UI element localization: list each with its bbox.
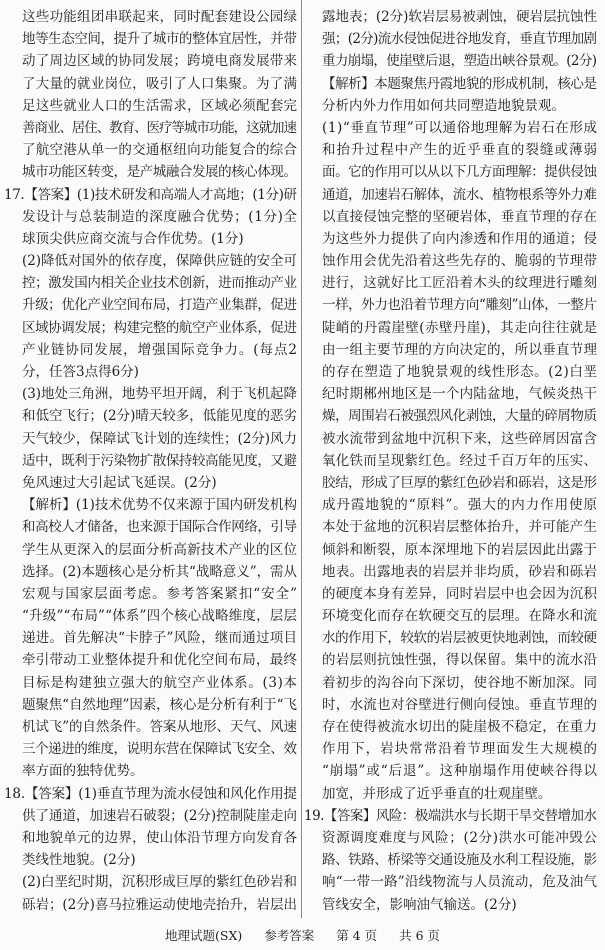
text-line: 分析内外力作用如何共同塑造地貌景观。	[322, 97, 565, 114]
text-line: (2)白垩纪时期，沉积形成巨厚的紫红色砂岩和	[22, 874, 297, 891]
text-line: 胶结，形成了巨厚的紫红色砂岩和砾岩，这是形	[322, 474, 597, 491]
text-line: 本处于盆地的沉积岩层整体抬升，并可能产生	[322, 519, 598, 536]
text-line: 善商业、居住、教育、医疗等城市功能，这就加速	[22, 119, 296, 136]
text-line: 【解析】本题聚焦丹霞地貌的形成机制，核心是	[322, 75, 597, 92]
text-line: 供了通道，加速岩石破裂；(2分)控制陡崖走向	[22, 807, 297, 824]
text-line: 蚀作用会优先沿着这些先存的、脆弱的节理带	[322, 253, 598, 270]
page-footer	[0, 926, 605, 946]
q18-answer-part-1	[4, 783, 298, 872]
text-line: 环境变化而存在软硬交互的层理。在降水和流	[322, 608, 598, 625]
text-line: 产业链协同发展，增强国际竞争力。(每点2	[22, 341, 298, 358]
text-line: 城市功能区转变，是产城融合发展的核心体现。	[22, 164, 297, 181]
text-line: 和地貌单元的边界，使山体沿节理方向发育各	[22, 829, 298, 846]
left-column	[4, 6, 298, 916]
text-line: (2)降低对国外的依存度，保障供应链的安全可	[22, 253, 297, 270]
text-line: 通道，加速岩石解体，流水、植物根系等外力难	[322, 186, 597, 203]
q17-answer-part-3	[22, 383, 298, 494]
text-line: 路、铁路、桥梁等交通设施及水利工程设施，影	[322, 852, 597, 869]
text-line: 和高校人才储备，也来源于国际合作网络，引导	[22, 519, 297, 536]
text-line: 区域协调发展；构建完整的航空产业体系，促进	[22, 319, 297, 336]
text-line: 和抬升过程中产生的近乎垂直的裂缝或薄弱	[322, 142, 598, 159]
text-line: 动了周边区域的协同发展；跨境电商发展带来	[22, 53, 298, 70]
text-line: 的硬度本身有差异，同时岩层中也会因为沉积	[322, 585, 598, 602]
q18-answer-part-2-end	[322, 6, 598, 73]
text-line: 由一组主要节理的方向决定的，所以垂直节理	[322, 341, 598, 358]
text-line: 一样，外力也沿着节理方向“雕刻”山体，一整片	[322, 297, 597, 314]
text-line: 选择。(2)本题核心是分析其“战略意义”，需从	[22, 563, 297, 580]
text-line: 的岩层则抗蚀性强，得以保留。集中的流水沿	[322, 652, 598, 669]
footer-page-total: 共 6 页	[399, 928, 440, 943]
text-line: 加宽，并形成了近乎垂直的壮观崖壁。	[322, 785, 552, 802]
text-line: 燥，周围岩石被强烈风化剥蚀，大量的碎屑物质	[322, 408, 597, 425]
q19-answer	[304, 805, 598, 916]
text-line: 了航空港从单一的交通枢纽向功能复合的综合	[22, 142, 298, 159]
text-line: 时，水流也对谷壁进行侧向侵蚀。垂直节理的	[322, 696, 598, 713]
text-line: 【解析】(1)技术优势不仅来源于国内研发机构	[22, 497, 297, 514]
text-line: 着初步的沟谷向下深切，使谷地不断加深。同	[322, 674, 598, 691]
question-19-heading-line: 19.【答案】风险：极端洪水与长期干旱交替增加水	[304, 807, 597, 824]
text-line: “崩塌”或“后退”。这种崩塌作用使峡谷得以	[322, 763, 598, 780]
q17-answer-part-2	[22, 250, 298, 383]
question-18-heading-line: 18.【答案】(1)垂直节理为流水侵蚀和风化作用提	[4, 785, 297, 802]
text-line: 的存在塑造了地貌景观的线性形态。(2)白垩	[322, 364, 598, 380]
text-line: 面。它的作用可以从以下几方面理解：提供侵蚀	[322, 164, 597, 181]
text-line: 氧化铁而呈现紫红色。经过千百万年的压实、	[322, 452, 598, 469]
text-line: “升级”“布局”“体系”四个核心战略维度，层层	[22, 608, 298, 625]
text-line: 以直接侵蚀完整的坚硬岩体，垂直节理的存在	[322, 208, 598, 225]
text-line: 进行，这就好比工匠沿着木头的纹理进行雕刻	[322, 275, 598, 292]
text-line: 宏观与国家层面考虑。参考答案紧扣“安全”	[22, 585, 298, 602]
text-line: (1)“垂直节理”可以通俗地理解为岩石在形成	[322, 119, 598, 136]
text-line: 机试飞”的自然条件。答案从地形、天气、风速	[22, 719, 297, 735]
text-line: 重力崩塌，使崖壁后退，塑造出峡谷景观。(2分)	[322, 53, 597, 70]
text-line: 地表。出露地表的岩层并非均质，砂岩和砾岩	[322, 563, 598, 580]
text-line: 分，任答3点得6分)	[22, 364, 139, 380]
text-line: 纪时期郴州地区是一个内陆盆地，气候炎热干	[322, 386, 598, 403]
text-line: 了大量的就业岗位，吸引了人口集聚。为了满	[22, 75, 298, 92]
text-line: 地等生态空间，提升了城市的整体宜居性，并带	[22, 31, 297, 48]
text-line: 率方面的独特优势。	[22, 763, 144, 780]
text-line: 足这些就业人口的生活需求，区域必须配套完	[22, 97, 298, 114]
footer-section: 参考答案	[264, 928, 315, 943]
text-line: 三个递进的维度，说明东营在保障试飞安全、效	[22, 741, 297, 758]
text-line: 响“一带一路”沿线物流与人员流动，危及油气	[322, 874, 598, 891]
text-line: 露地表；(2分)软岩层易被剥蚀，硬岩层抗蚀性	[322, 9, 597, 25]
text-line: 球顶尖供应商交流与合作优势。(1分)	[22, 230, 244, 247]
footer-page-number: 第 4 页	[336, 928, 378, 943]
text-line: 为这些外力提供了向内渗透和作用的通道；侵	[322, 230, 598, 247]
text-line: 学生从更深入的层面分析高新技术产业的区位	[22, 541, 298, 558]
q18-analysis-body	[322, 117, 598, 805]
text-line: 发设计与总装制造的深度融合优势；(1分)全	[22, 208, 298, 225]
text-line: 作用下，岩块常常沿着节理面发生大规模的	[322, 741, 598, 758]
text-line: 适中，既利于污染物扩散保持较高能见度，又避	[22, 452, 297, 469]
text-line: 题聚焦“自然地理”因素，核心是分析有利于“飞	[22, 696, 297, 713]
text-line: 成丹霞地貌的“原料”。强大的内力作用使原	[322, 497, 598, 514]
q18-analysis-intro	[322, 73, 598, 117]
text-line: 资源调度难度与风险；(2分)洪水可能冲毁公	[322, 829, 598, 846]
text-line: 目标是构建独立强大的航空产业体系。(3)本	[22, 674, 298, 691]
q17-analysis	[22, 494, 298, 782]
text-line: 倾斜和断裂，原本深埋地下的岩层因此出露于	[322, 541, 598, 558]
text-line: 陡峭的丹霞崖壁(赤壁丹崖)，其走向往往就是	[322, 319, 598, 336]
text-line: 类线性地貌。(2分)	[22, 852, 136, 869]
text-line: 免风速过大引起试飞延误。(2分)	[22, 474, 217, 491]
text-line: 水的作用下，较软的岩层被更快地剥蚀，而较硬	[322, 630, 597, 647]
column-divider	[301, 0, 302, 918]
text-line: (3)地处三角洲，地势平坦开阔，利于飞机起降	[22, 386, 297, 403]
question-17-heading-line: 17.【答案】(1)技术研发和高端人才高地；(1分)研	[4, 186, 297, 203]
text-line: 升级；优化产业空间布局，打造产业集群，促进	[22, 297, 297, 314]
q16-answer-continuation	[22, 6, 298, 184]
text-line: 强；(2分)流水侵蚀促进谷地发育，垂直节理加剧	[322, 31, 597, 48]
text-line: 天气较少，保障试飞计划的连续性；(2分)风力	[22, 430, 297, 447]
text-line: 管线安全，影响油气输送。(2分)	[322, 896, 517, 913]
text-line: 控；激发国内相关企业技术创新，进而推动产业	[22, 275, 297, 292]
footer-subject: 地理试题(SX)	[165, 928, 243, 943]
text-line: 被水流带到盆地中沉积下来，这些碎屑因富含	[322, 430, 598, 447]
text-line: 这些功能组团串联起来，同时配套建设公园绿	[22, 9, 298, 25]
text-line: 牵引带动工业整体提升和优化空间布局，最终	[22, 652, 298, 669]
text-line: 递进。首先解决“卡脖子”风险，继而通过项目	[22, 630, 298, 647]
right-column	[304, 6, 598, 916]
text-line: 砾岩；(2分)喜马拉雅运动使地壳抬升，岩层出	[22, 896, 297, 913]
text-line: 和低空飞行；(2分)晴天较多，低能见度的恶劣	[22, 408, 297, 425]
q18-answer-part-2-start	[22, 871, 298, 915]
q17-answer-part-1	[4, 184, 298, 251]
text-line: 存在使得被流水切出的陡崖极不稳定，在重力	[322, 719, 598, 735]
